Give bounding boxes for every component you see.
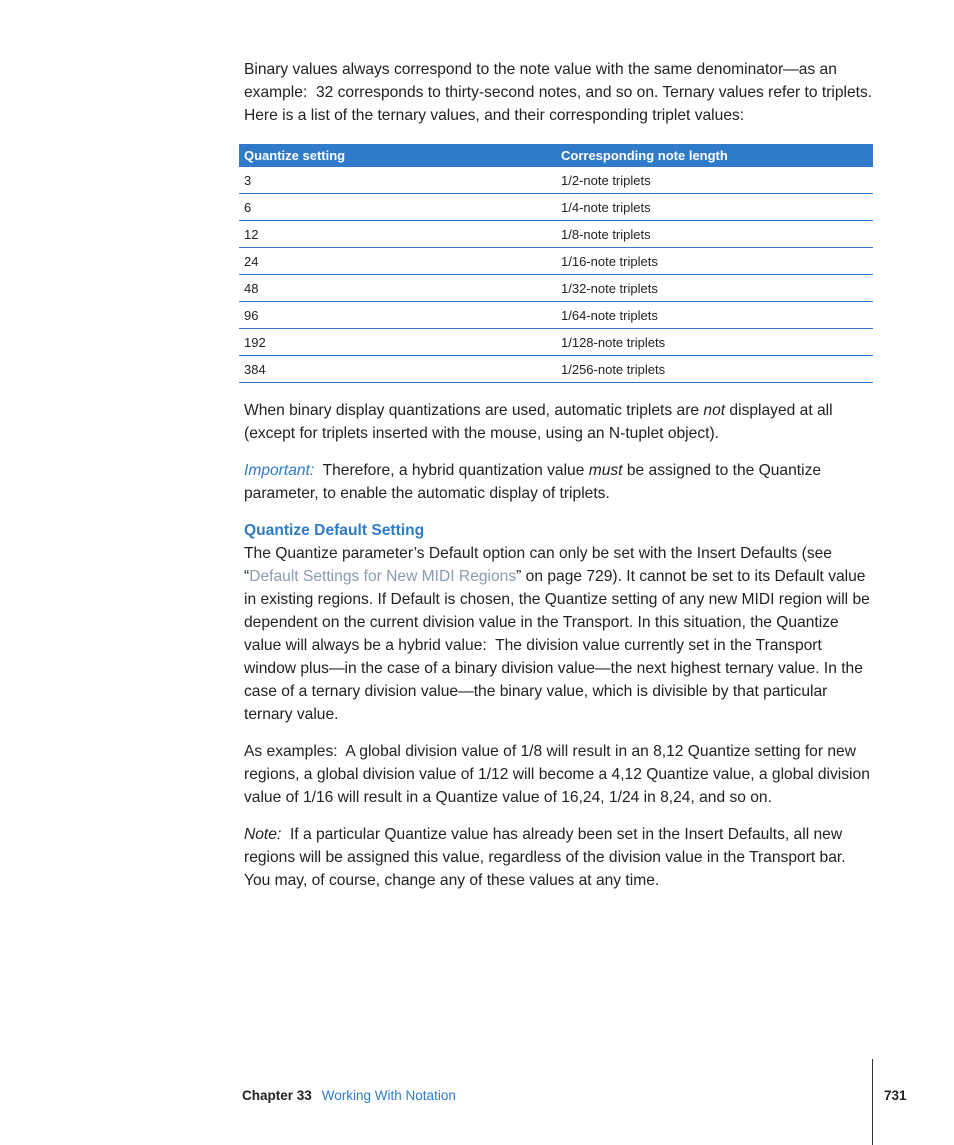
table-row <box>239 221 873 248</box>
page-footer <box>242 1088 456 1103</box>
quantize-setting-cell: 384 <box>239 356 556 383</box>
quantize-setting-cell: 24 <box>239 248 556 275</box>
column-header-note-length: Corresponding note length <box>556 144 873 167</box>
quantize-setting-cell: 3 <box>239 167 556 194</box>
note-length-cell: 1/2-note triplets <box>556 167 873 194</box>
note-length-cell: 1/8-note triplets <box>556 221 873 248</box>
section-text-after: ” on page 729). It cannot be set to its Default value in existing regions. If Default is chosen, the Quantize setting of any new MIDI region will be dependent on the current division value in the Transport. In this situation, the Quantize value will always be a hybrid value: The division value currently set in the Transport window plus—in the case of a binary division value—the next highest ternary value. In the case of a ternary division value—the binary value, which is divisible by that particular ternary value. <box>244 568 870 723</box>
ternary-values-table <box>239 144 873 383</box>
important-text-before: Therefore, a hybrid quantization value <box>314 462 589 479</box>
quantize-setting-cell: 6 <box>239 194 556 221</box>
quantize-setting-cell: 48 <box>239 275 556 302</box>
binary-emphasis: not <box>703 402 726 419</box>
section-paragraph <box>244 542 874 726</box>
default-settings-link[interactable]: Default Settings for New MIDI Regions <box>249 568 517 585</box>
quantize-setting-cell: 12 <box>239 221 556 248</box>
footer-divider <box>872 1059 873 1145</box>
binary-text-after: displayed at all (except for triplets inserted with the mouse, using an N-tuplet object). <box>244 402 833 442</box>
page-number: 731 <box>884 1088 907 1103</box>
table-row <box>239 248 873 275</box>
table-row <box>239 302 873 329</box>
note-length-cell: 1/16-note triplets <box>556 248 873 275</box>
table-row <box>239 275 873 302</box>
examples-paragraph: As examples: A global division value of 1/8 will result in an 8,12 Quantize setting for new regions, a global division value of 1/12 will become a 4,12 Quantize value, a global division value of 1/16 will result in a Quantize value of 16,24, 1/24 in 8,24, and so on. <box>244 743 870 806</box>
footer-chapter: Chapter 33 <box>242 1088 312 1103</box>
section-text-before: The Quantize parameter’s Default option can only be set with the Insert Defaults (see “ <box>244 545 832 585</box>
important-label: Important: <box>244 462 315 479</box>
note-label: Note: <box>244 826 282 843</box>
table-row <box>239 329 873 356</box>
important-emphasis: must <box>588 462 623 479</box>
note-text: If a particular Quantize value has already been set in the Insert Defaults, all new regions will be assigned this value, regardless of the division value in the Transport bar. You may, of course, change any of these values at any time. <box>244 826 846 889</box>
quantize-setting-cell: 96 <box>239 302 556 329</box>
note-length-cell: 1/32-note triplets <box>556 275 873 302</box>
intro-paragraph: Binary values always correspond to the note value with the same denominator—as an example: 32 corresponds to thirty-second notes, and so on. Ternary values refer to triplets. Here is a list of the ternary values, and their corresponding triplet values: <box>244 61 873 124</box>
table-header-row <box>239 144 873 167</box>
section-heading: Quantize Default Setting <box>244 522 425 539</box>
binary-text-before: When binary display quantizations are used, automatic triplets are <box>244 402 704 419</box>
table-row <box>239 356 873 383</box>
important-text-after: be assigned to the Quantize parameter, to enable the automatic display of triplets. <box>244 462 822 502</box>
footer-chapter-title[interactable]: Working With Notation <box>321 1088 456 1103</box>
note-paragraph <box>244 823 874 892</box>
table-row <box>239 194 873 221</box>
important-paragraph <box>244 459 874 505</box>
note-length-cell: 1/256-note triplets <box>556 356 873 383</box>
note-length-cell: 1/64-note triplets <box>556 302 873 329</box>
column-header-quantize-setting: Quantize setting <box>239 144 556 167</box>
quantize-setting-cell: 192 <box>239 329 556 356</box>
page-content <box>244 58 874 892</box>
note-length-cell: 1/4-note triplets <box>556 194 873 221</box>
table-row <box>239 167 873 194</box>
note-length-cell: 1/128-note triplets <box>556 329 873 356</box>
binary-display-paragraph <box>244 399 874 445</box>
